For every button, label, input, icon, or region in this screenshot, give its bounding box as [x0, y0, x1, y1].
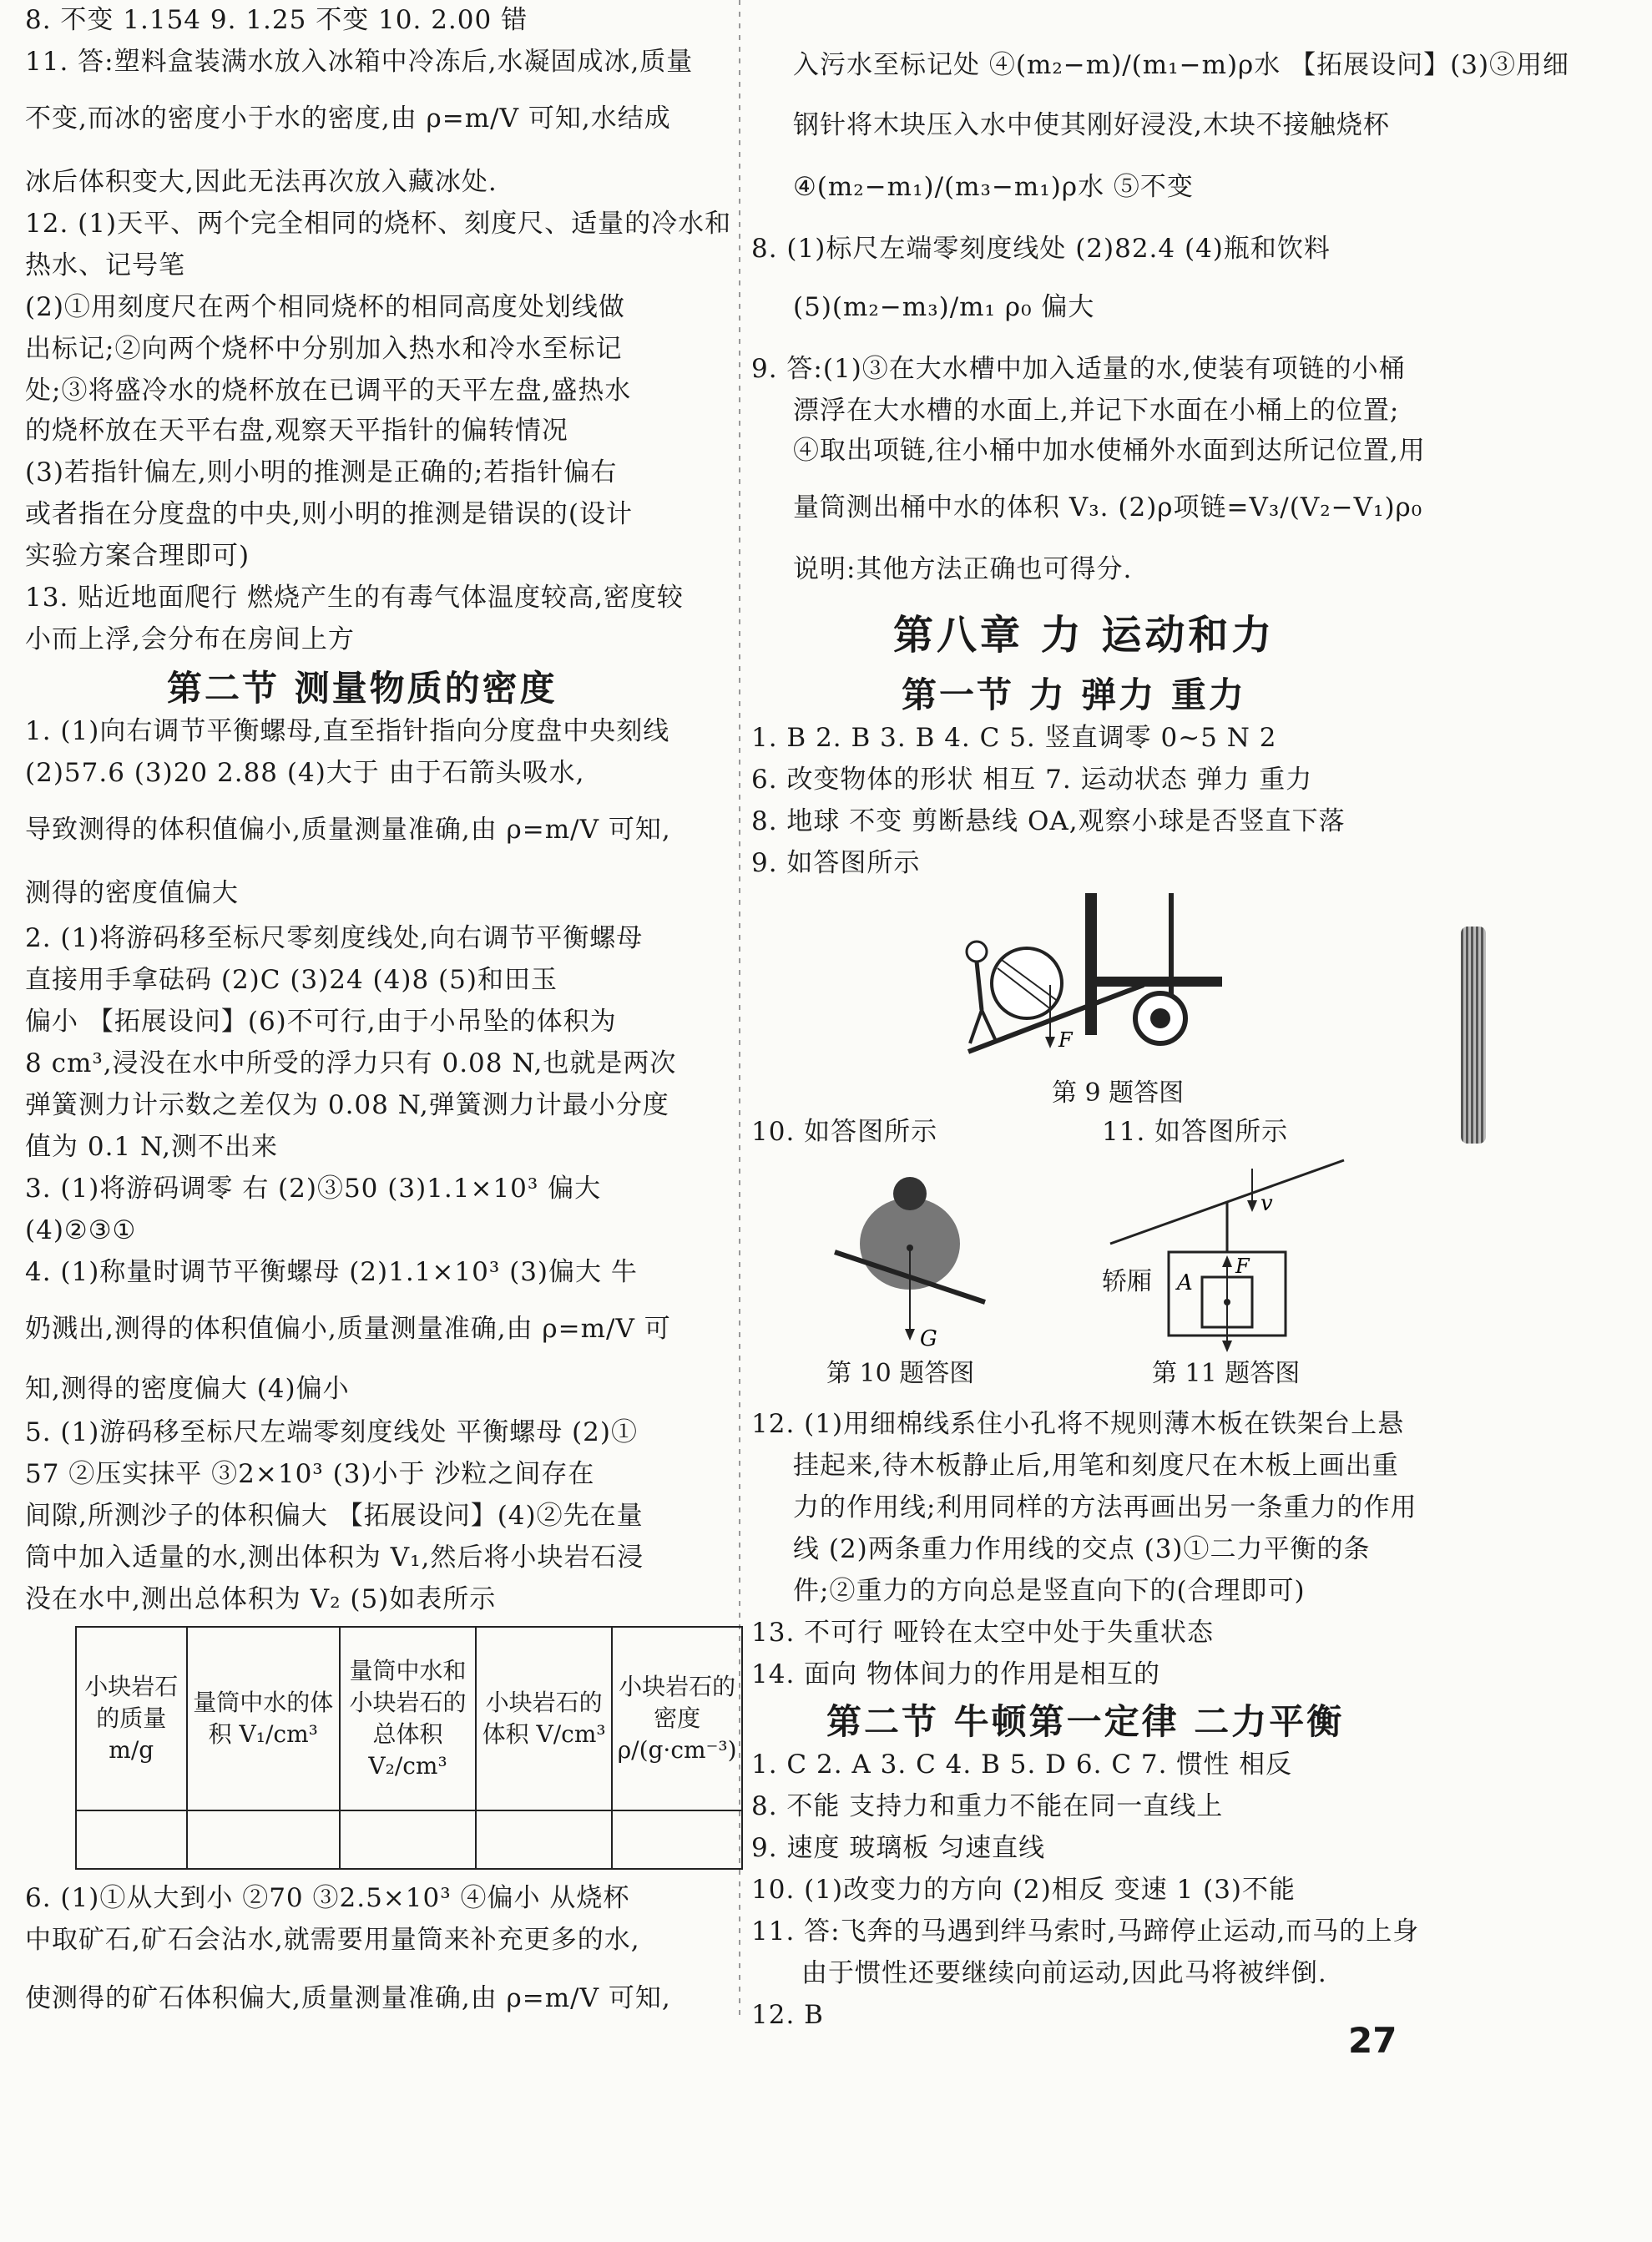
page-number: 27: [1348, 2020, 1397, 2061]
answer-line: 由于惯性还要继续向前运动,因此马将被绊倒.: [801, 1958, 1327, 1988]
figure-9-diagram: [952, 885, 1269, 1068]
answer-line: 12. (1)用细棉线系住小孔将不规则薄木板在铁架台上悬: [751, 1409, 1405, 1439]
answer-line: 13. 不可行 哑铃在太空中处于失重状态: [751, 1618, 1215, 1648]
answer-line: 间隙,所测沙子的体积偏大 【拓展设问】(4)②先在量: [25, 1501, 644, 1531]
answer-line: 不变,而冰的密度小于水的密度,由 ρ=m/V 可知,水结成: [25, 104, 671, 134]
answer-line: 漂浮在大水槽的水面上,并记下水面在小桶上的位置;: [793, 396, 1400, 426]
answer-line: (2)①用刻度尺在两个相同烧杯的相同高度处划线做: [25, 292, 625, 322]
answer-line: 12. B: [751, 2000, 824, 2030]
answer-line: (4)②③①: [25, 1215, 137, 1245]
table-cell: [340, 1810, 476, 1869]
answer-line: 筒中加入适量的水,测出体积为 V₁,然后将小块岩石浸: [25, 1543, 644, 1573]
answer-line: 8. 地球 不变 剪断悬线 OA,观察小球是否竖直下落: [751, 806, 1346, 836]
answer-line: 出标记;②向两个烧杯中分别加入热水和冷水至标记: [25, 334, 623, 364]
data-table: [75, 1626, 743, 1870]
body-a-label: A: [1177, 1270, 1193, 1295]
answer-line: ④取出项链,往小桶中加水使桶外水面到达所记位置,用: [793, 436, 1426, 466]
velocity-label: v: [1260, 1191, 1273, 1216]
table-cell: [187, 1810, 340, 1869]
answer-line: 11. 答:塑料盒装满水放入冰箱中冷冻后,水凝固成冰,质量: [25, 47, 694, 77]
force-label: F: [1058, 1028, 1073, 1052]
chapter-title: 第八章 力 运动和力: [893, 612, 1276, 659]
answer-line: 12. (1)天平、两个完全相同的烧杯、刻度尺、适量的冷水和: [25, 209, 732, 239]
answer-line: 线 (2)两条重力作用线的交点 (3)①二力平衡的条: [793, 1534, 1371, 1564]
answer-line: 6. (1)①从大到小 ②70 ③2.5×10³ ④偏小 从烧杯: [25, 1883, 630, 1913]
answer-line: 14. 面向 物体间力的作用是相互的: [751, 1659, 1161, 1689]
table-header: 量筒中水和小块岩石的总体积 V₂/cm³: [340, 1627, 476, 1810]
answer-line: 没在水中,测出总体积为 V₂ (5)如表所示: [25, 1584, 497, 1614]
figure-10-diagram: [818, 1169, 1018, 1352]
answer-line: 入污水至标记处 ④(m₂−m)/(m₁−m)ρ水 【拓展设问】(3)③用细: [793, 50, 1570, 80]
answer-line: 4. (1)称量时调节平衡螺母 (2)1.1×10³ (3)偏大 牛: [25, 1257, 638, 1287]
answer-line: 力的作用线;利用同样的方法再画出另一条重力的作用: [793, 1492, 1417, 1522]
answer-line: 冰后体积变大,因此无法再次放入藏冰处.: [25, 167, 498, 197]
figure-caption: 第 11 题答图: [1152, 1359, 1301, 1388]
answer-line: 2. (1)将游码移至标尺零刻度线处,向右调节平衡螺母: [25, 923, 644, 953]
page-edge-tab: [1461, 927, 1486, 1144]
answer-line: 8. 不变 1.154 9. 1.25 不变 10. 2.00 错: [25, 5, 528, 35]
answer-line: 1. C 2. A 3. C 4. B 5. D 6. C 7. 惯性 相反: [751, 1750, 1293, 1780]
answer-line: 9. 答:(1)③在大水槽中加入适量的水,使装有项链的小桶: [751, 354, 1406, 384]
answer-line: 奶溅出,测得的体积值偏小,质量测量准确,由 ρ=m/V 可: [25, 1314, 671, 1344]
answer-line: 11. 如答图所示: [1102, 1117, 1289, 1147]
table-cell: [476, 1810, 612, 1869]
answer-line: 值为 0.1 N,测不出来: [25, 1132, 279, 1162]
table-header: 量筒中水的体积 V₁/cm³: [187, 1627, 340, 1810]
answer-line: (3)若指针偏左,则小明的推测是正确的;若指针偏右: [25, 457, 618, 487]
answer-line: 挂起来,待木板静止后,用笔和刻度尺在木板上画出重: [793, 1451, 1399, 1481]
answer-line: 11. 答:飞奔的马遇到绊马索时,马蹄停止运动,而马的上身: [751, 1916, 1420, 1947]
table-cell: [76, 1810, 187, 1869]
answer-line: 8 cm³,浸没在水中所受的浮力只有 0.08 N,也就是两次: [25, 1048, 677, 1078]
answer-line: 弹簧测力计示数之差仅为 0.08 N,弹簧测力计最小分度: [25, 1090, 669, 1120]
section-title: 第二节 牛顿第一定律 二力平衡: [826, 1701, 1345, 1742]
figure-caption: 第 9 题答图: [1052, 1078, 1185, 1108]
answer-line: 知,测得的密度偏大 (4)偏小: [25, 1374, 350, 1404]
answer-line: 13. 贴近地面爬行 燃烧产生的有毒气体温度较高,密度较: [25, 583, 684, 613]
answer-line: (2)57.6 (3)20 2.88 (4)大于 由于石箭头吸水,: [25, 758, 585, 788]
answer-line: 直接用手拿砝码 (2)C (3)24 (4)8 (5)和田玉: [25, 965, 558, 995]
answer-line: 件;②重力的方向总是竖直向下的(合理即可): [793, 1576, 1306, 1606]
answer-line: 热水、记号笔: [25, 250, 185, 280]
answer-line: 6. 改变物体的形状 相互 7. 运动状态 弹力 重力: [751, 765, 1313, 795]
section-title: 第一节 力 弹力 重力: [902, 674, 1246, 715]
table-header: 小块岩石的密度 ρ/(g·cm⁻³): [612, 1627, 742, 1810]
table-header: 小块岩石的体积 V/cm³: [476, 1627, 612, 1810]
section-title: 第二节 测量物质的密度: [167, 668, 558, 709]
answer-line: 测得的密度值偏大: [25, 878, 239, 908]
answer-line: 9. 如答图所示: [751, 848, 921, 878]
figure-caption: 第 10 题答图: [826, 1359, 975, 1388]
answer-line: 使测得的矿石体积偏大,质量测量准确,由 ρ=m/V 可知,: [25, 1983, 671, 2013]
answer-line: 中取矿石,矿石会沾水,就需要用量筒来补充更多的水,: [25, 1925, 640, 1955]
car-label: 轿厢: [1102, 1267, 1152, 1296]
answer-line: 的烧杯放在天平右盘,观察天平指针的偏转情况: [25, 416, 568, 446]
table-cell: [612, 1810, 742, 1869]
answer-line: 量筒测出桶中水的体积 V₃. (2)ρ项链=V₃/(V₂−V₁)ρ₀: [793, 492, 1423, 523]
answer-line: 3. (1)将游码调零 右 (2)③50 (3)1.1×10³ 偏大: [25, 1174, 602, 1204]
answer-line: 10. 如答图所示: [751, 1117, 938, 1147]
answer-line: 实验方案合理即可): [25, 541, 250, 571]
answer-line: (5)(m₂−m₃)/m₁ ρ₀ 偏大: [793, 292, 1095, 322]
answer-line: 说明:其他方法正确也可得分.: [793, 554, 1133, 584]
gravity-label: G: [920, 1326, 937, 1351]
answer-line: 或者指在分度盘的中央,则小明的推测是错误的(设计: [25, 499, 633, 529]
answer-line: 8. (1)标尺左端零刻度线处 (2)82.4 (4)瓶和饮料: [751, 234, 1331, 264]
answer-line: ④(m₂−m₁)/(m₃−m₁)ρ水 ⑤不变: [793, 172, 1194, 202]
answer-line: 偏小 【拓展设问】(6)不可行,由于小吊坠的体积为: [25, 1007, 617, 1037]
support-force-label: F: [1235, 1255, 1250, 1278]
answer-line: 钢针将木块压入水中使其刚好浸没,木块不接触烧杯: [793, 110, 1390, 140]
table-header: 小块岩石的质量 m/g: [76, 1627, 187, 1810]
answer-line: 处;③将盛冷水的烧杯放在已调平的天平左盘,盛热水: [25, 376, 632, 406]
answer-line: 导致测得的体积值偏小,质量测量准确,由 ρ=m/V 可知,: [25, 815, 671, 845]
answer-line: 1. B 2. B 3. B 4. C 5. 竖直调零 0~5 N 2: [751, 723, 1277, 753]
answer-line: 小而上浮,会分布在房间上方: [25, 624, 355, 654]
answer-line: 9. 速度 玻璃板 匀速直线: [751, 1833, 1046, 1863]
answer-line: 5. (1)游码移至标尺左端零刻度线处 平衡螺母 (2)①: [25, 1417, 638, 1447]
answer-line: 10. (1)改变力的方向 (2)相反 变速 1 (3)不能: [751, 1875, 1296, 1905]
answer-line: 57 ②压实抹平 ③2×10³ (3)小于 沙粒之间存在: [25, 1459, 595, 1489]
figure-11-diagram: [1102, 1152, 1352, 1352]
answer-line: 8. 不能 支持力和重力不能在同一直线上: [751, 1791, 1224, 1821]
answer-line: 1. (1)向右调节平衡螺母,直至指针指向分度盘中央刻线: [25, 716, 670, 746]
